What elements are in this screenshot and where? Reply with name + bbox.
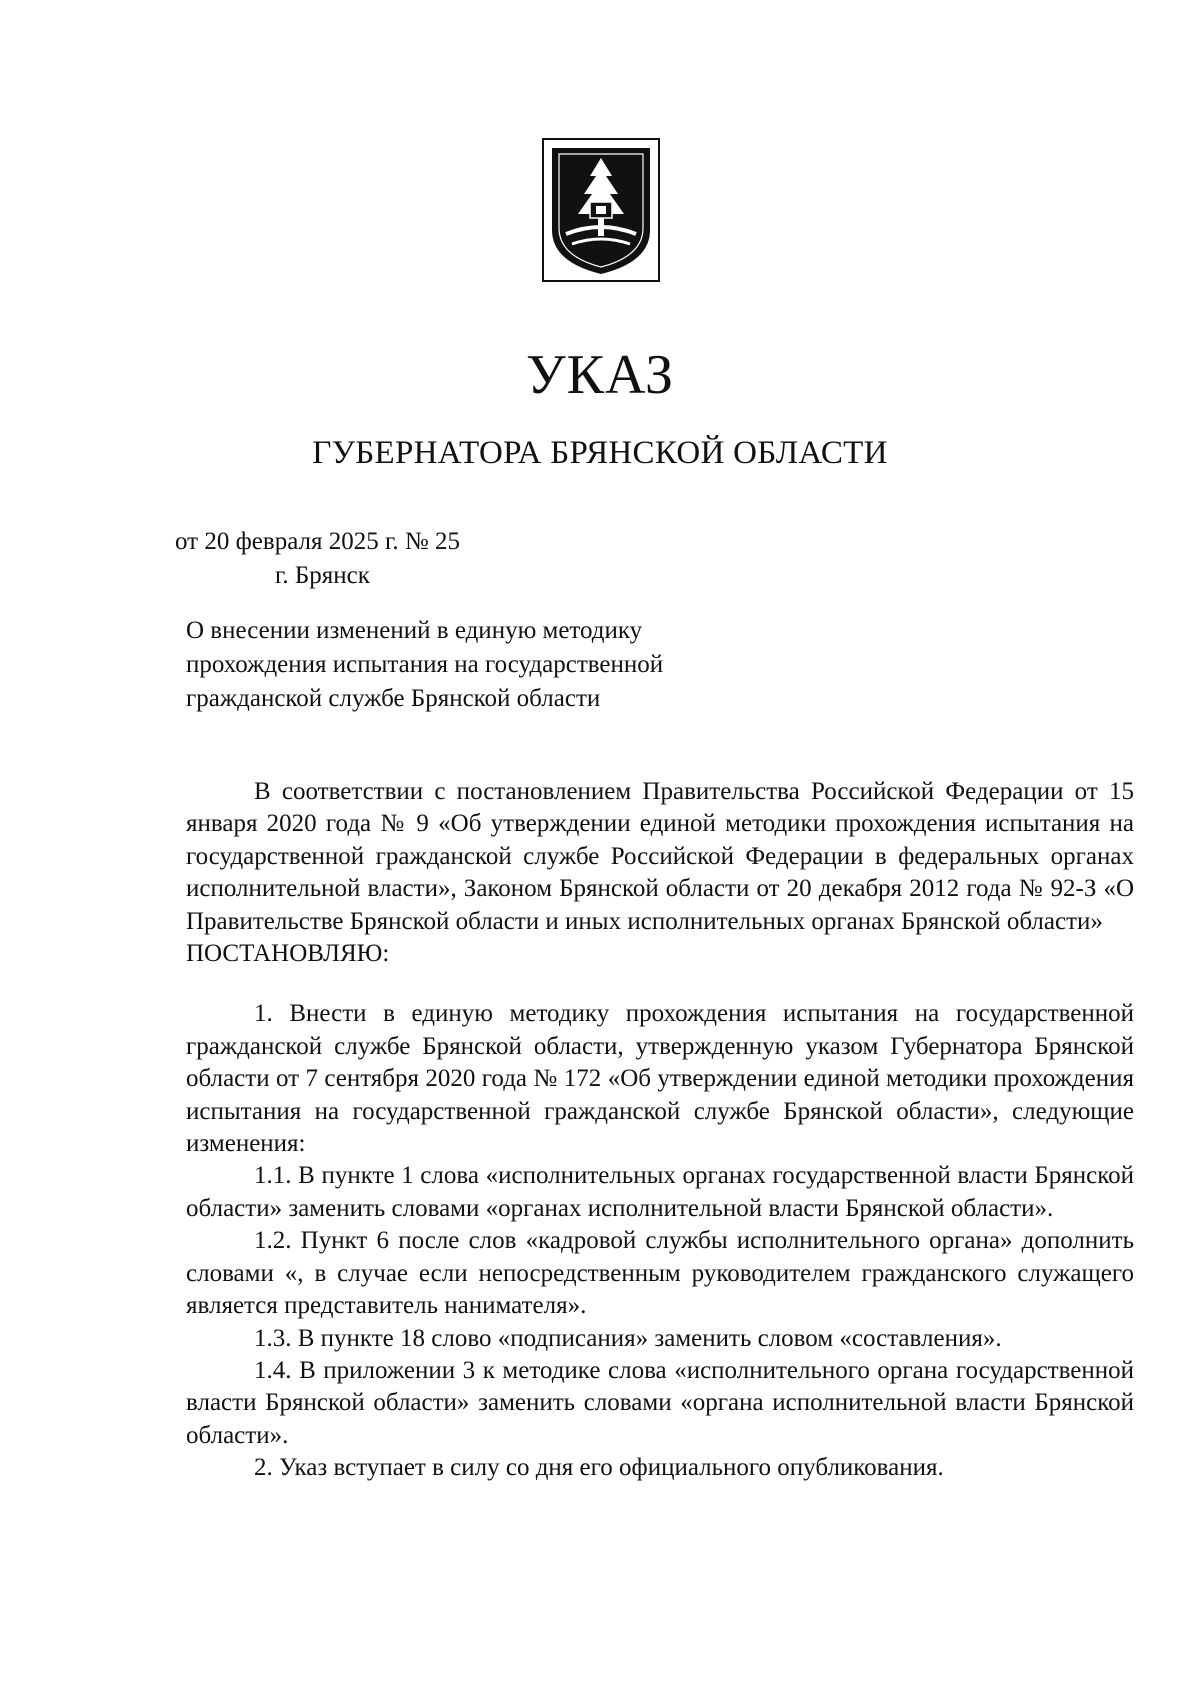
item-1-paragraph: 1. Внести в единую методику прохождения испытания на государственной гражданской службе Брянской области, утвержденную указом Губернатора Брянской области от 7 сентября 2020 года № 172 «Об утверждении единой методики прохождения испытания на государственной гражданской службе Брянской области», следующие изменения: [186, 1000, 1134, 1158]
document-date-number: от 20 февраля 2025 г. № 25 [175, 528, 461, 555]
document-subject [186, 614, 746, 716]
document-title: УКАЗ [525, 344, 675, 406]
bryansk-coat-of-arms-icon [542, 138, 660, 282]
item-1-3-paragraph: 1.3. В пункте 18 слово «подписания» заменить словом «составления». [254, 1324, 1002, 1352]
item-1-1-paragraph: 1.1. В пункте 1 слова «исполнительных органах государственной власти Брянской области» заменить словами «органах исполнительной власти Брянской области». [186, 1162, 1134, 1222]
item-2-paragraph: 2. Указ вступает в силу со дня его официального опубликования. [254, 1454, 944, 1482]
document-subtitle: ГУБЕРНАТОРА БРЯНСКОЙ ОБЛАСТИ [312, 435, 888, 471]
item-1-4-paragraph: 1.4. В приложении 3 к методике слова «исполнительного органа государственной власти Брянской области» заменить словами «органа исполнительной власти Брянской области». [186, 1356, 1134, 1449]
decree-word: ПОСТАНОВЛЯЮ: [186, 940, 390, 968]
document-body [186, 776, 1134, 1485]
preamble-paragraph: В соответствии с постановлением Правительства Российской Федерации от 15 января 2020 года № 9 «Об утверждении единой методики прохождения испытания на государственной гражданской службе Российской Федерации в федеральных органах исполнительной власти», Законом Брянской области от 20 декабря 2012 года № 92-З «О Правительстве Брянской области и иных исполнительных органах Брянской области» [186, 778, 1134, 935]
item-1-2-paragraph: 1.2. Пункт 6 после слов «кадровой службы исполнительного органа» дополнить словами «, в случае если непосредственным руководителем гражданского служащего является представитель нанимателя». [186, 1227, 1134, 1320]
subject-line: гражданской службе Брянской области [186, 685, 601, 712]
subject-line: О внесении изменений в единую методику [186, 617, 643, 644]
document-city: г. Брянск [275, 562, 370, 589]
subject-line: прохождения испытания на государственной [186, 651, 664, 678]
